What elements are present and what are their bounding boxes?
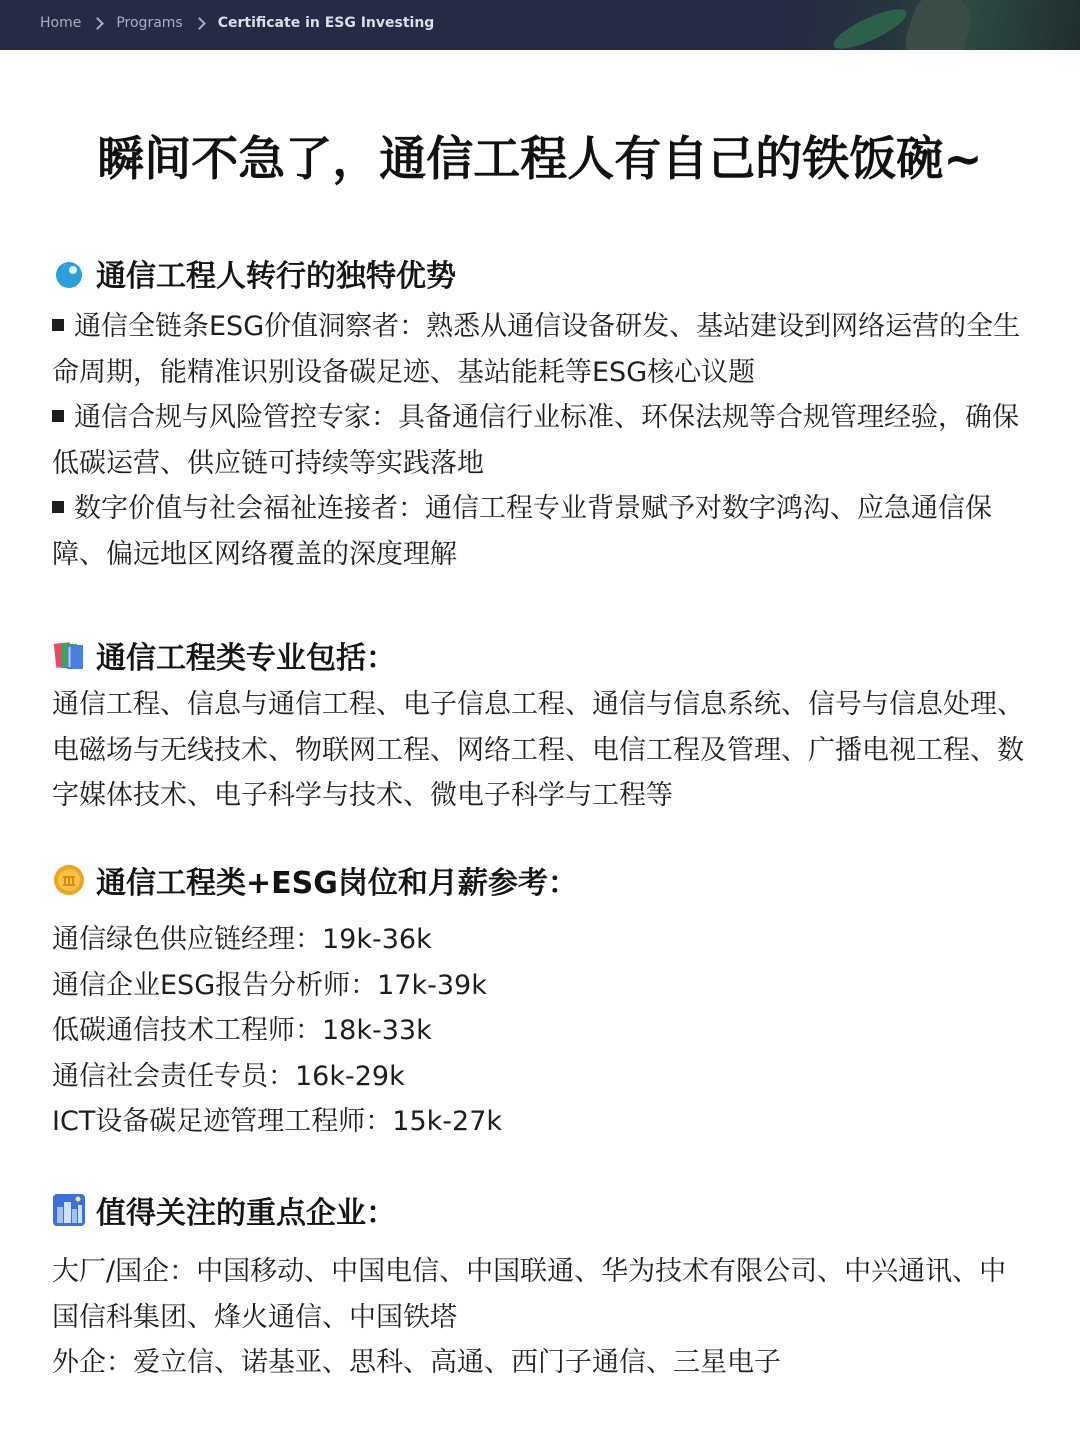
salaries-heading: [52, 857, 1032, 903]
advantages-list: [52, 304, 1032, 577]
square-bullet-icon: [52, 501, 64, 513]
list-item: [52, 395, 1032, 486]
breadcrumb-programs[interactable]: Programs: [116, 15, 183, 31]
banner-leaf-shape: [829, 2, 911, 50]
advantages-section: [52, 250, 1032, 577]
advantage-text-2: 通信合规与风险管控专家：具备通信行业标准、环保法规等合规管理经验，确保低碳运营、供应链可持续等实践落地: [52, 402, 1019, 479]
advantages-heading: [52, 250, 1032, 296]
books-icon: [52, 638, 86, 672]
companies-heading: [52, 1187, 1032, 1233]
breadcrumb-current-page[interactable]: Certificate in ESG Investing: [217, 15, 435, 31]
square-bullet-icon: [52, 319, 64, 331]
majors-heading-text: 通信工程类专业包括：: [96, 641, 396, 676]
list-item: [52, 486, 1032, 577]
advantage-text-1: 通信全链条ESG价值洞察者：熟悉从通信设备研发、基站建设到网络运营的全生命周期，能精准识别设备碳足迹、基站能耗等ESG核心议题: [52, 311, 1021, 388]
cityscape-icon: [52, 1193, 86, 1227]
majors-section: [52, 632, 1032, 819]
companies-heading-text: 值得关注的重点企业：: [96, 1196, 396, 1231]
list-item: ICT设备碳足迹管理工程师：15k-27k: [52, 1106, 503, 1137]
advantages-heading-text: 通信工程人转行的独特优势: [96, 259, 456, 294]
list-item: 低碳通信技术工程师：18k-33k: [52, 1015, 432, 1046]
list-item: 通信绿色供应链经理：19k-36k: [52, 924, 432, 955]
top-navigation-bar: [0, 0, 1080, 50]
breadcrumb: [40, 12, 434, 34]
salaries-heading-text: 通信工程类+ESG岗位和月薪参考：: [96, 866, 578, 901]
page-title: 瞬间不急了，通信工程人有自己的铁饭碗~: [97, 132, 983, 187]
banner-hand-shape: [901, 0, 978, 50]
majors-heading: [52, 632, 1032, 678]
companies-section: [52, 1187, 1032, 1386]
list-item: 外企：爱立信、诺基亚、思科、高通、西门子通信、三星电子: [52, 1347, 781, 1378]
advantage-text-3: 数字价值与社会福祉连接者：通信工程专业背景赋予对数字鸿沟、应急通信保障、偏远地区网络覆盖的深度理解: [52, 493, 992, 570]
chevron-right-icon: [193, 17, 206, 30]
header-banner-image: [790, 0, 1080, 50]
chevron-right-icon: [91, 17, 104, 30]
list-item: [52, 304, 1032, 395]
salaries-section: [52, 857, 1032, 1145]
water-drop-icon: [52, 256, 86, 290]
list-item: 通信企业ESG报告分析师：17k-39k: [52, 969, 487, 1001]
list-item: 大厂/国企：中国移动、中国电信、中国联通、华为技术有限公司、中兴通讯、中国信科集团、烽火通信、中国铁塔: [52, 1256, 1007, 1333]
breadcrumb-home[interactable]: Home: [40, 15, 82, 31]
square-bullet-icon: [52, 410, 64, 422]
majors-text: 通信工程、信息与通信工程、电子信息工程、通信与信息系统、信号与信息处理、电磁场与无线技术、物联网工程、网络工程、电信工程及管理、广播电视工程、数字媒体技术、电子科学与技术、微电子科学与工程等: [52, 689, 1024, 811]
coin-icon: [52, 863, 86, 897]
list-item: 通信社会责任专员：16k-29k: [52, 1060, 405, 1092]
companies-list: [52, 1249, 1032, 1386]
salaries-list: [52, 917, 1032, 1145]
